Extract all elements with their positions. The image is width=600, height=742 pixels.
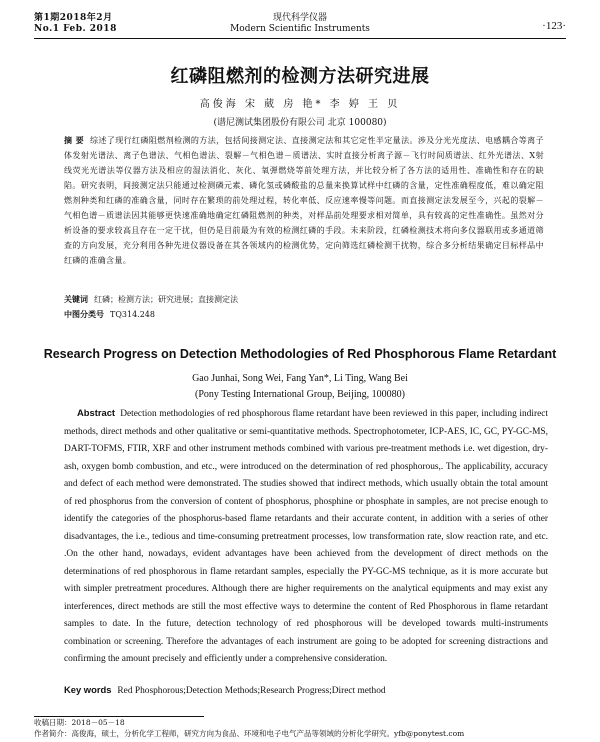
en-keywords-text: Red Phosphorous;Detection Methods;Research Progress;Direct method xyxy=(117,686,386,696)
header-rule xyxy=(34,38,566,39)
cn-abstract-label: 摘 要 xyxy=(64,136,85,145)
en-keywords xyxy=(64,684,548,696)
en-abstract-label: Abstract xyxy=(77,407,116,418)
cn-abstract-text: 综述了现行红磷阻燃剂检测的方法，包括间接测定法、直接测定法和其它定性半定量法。涉及分光光度法、电感耦合等离子体发射光谱法、离子色谱法、气相色谱法、裂解－气相色谱－质谱法、实时直接分析离子源－飞行时间质谱法、红外光谱法、X射线荧光光谱法等仪器方法及相应的湿法消化、灰化、氧弹燃烧等前处理方法，并比较分析了各方法的适用性、准确性和存在的缺陷。研究表明，间接测定法只能通过检测磷元素、磷化氢或磷酸盐的总量来换算试样中红磷的含量，定性准确程度低，难以确定阻燃剂种类和红磷的准确含量，同时存在繁琐的前处理过程，转化率低、反应速率慢等问题。而直接测定法发展至今，兴起的裂解－气相色谱－质谱法因其能够更快速准确地确定红磷阻燃剂的种类，对样品前处理要求相对简单，具有较高的定性准确性。虽然对分析设备的要求较高且存在一定干扰，但仍是目前最为有效的检测红磷的手段。未来阶段，红磷检测技术将向多仪器联用或多通道筛查的方向发展，充分利用各种先进仪器设备在其各领域内的检测优势，定向筛选红磷检测干扰物，综合多分析结果确定目标样品中红磷的准确含量。 xyxy=(64,136,544,265)
cn-keywords-label: 关键词 xyxy=(64,295,88,304)
cn-classification xyxy=(64,309,544,320)
cn-class-label: 中图分类号 xyxy=(64,310,104,319)
journal-en: Modern Scientific Instruments xyxy=(230,24,370,34)
running-header xyxy=(34,13,566,41)
cn-title: 红磷阻燃剂的检测方法研究进展 xyxy=(170,66,430,87)
en-abstract-text: Detection methodologies of red phosphorous flame retardant have been reviewed in this paper, including indirect methods, direct methods and other qualitative or semi-quantitative methods. Spectrophotometer, ICP-AES, IC, GC, PY-GC-MS, DART-TOFMS, FTIR, XRF and other instrument methods combined with various pre-treatment methods i.e. wet digestion, dry-ash, oxygen bomb combustion, and etc., were introduced on the determination of red phosphorous,. The applicability, accuracy and defect of each method were demonstrated. The studies showed that indirect methods, which usually obtain the total amount of red phosphorus from the conversion of content of phosphorus, phosphine or phosphate in samples, are not precise enough to identify the categories of the phosphorus-based flame retardants and their accurate content, in addition with a series of other disadvantages, the i.e., tedious and time-consuming pretreatment processes, low transformation rate, slow reaction rate, and etc. .On the other hand, nowadays, evident advantages have been achieved from the development of direct methods on the determinations of red phosphorous in flame retardant samples, especially the PY-GC-MS technique, as it is more accurate but with simpler pretreatment procedures. Although there are higher requirements on the analytical equipments and may exist any interferences, direct methods are still the most effective ways to determine the content of Red Phosphorous in flame retardant samples to date. In the future, detection technology of red phosphorous will be developed towards multi-instruments combination or screening. Therefore the advantages of each instrument are going to be adopted for screening distractions and confirming the amount precisely and efficiently under a comprehensive consideration. xyxy=(64,409,549,664)
journal-name xyxy=(34,13,566,35)
cn-abstract xyxy=(64,133,544,268)
en-abstract xyxy=(64,404,548,669)
footnote-received: 收稿日期：2018－05－18 xyxy=(34,718,125,727)
footnote-author-info: 作者简介：高俊海，硕士，分析化学工程师，研究方向为食品、环境和电子电气产品等领域的分析化学研究。yfb@ponytest.com xyxy=(34,729,465,738)
footnote-rule xyxy=(34,716,204,717)
page-number: ·123· xyxy=(542,20,566,32)
cn-keywords xyxy=(64,294,544,305)
cn-authors: 高俊海 宋 葳 房 艳* 李 婷 王 贝 xyxy=(199,99,401,110)
issue-cn: 第1期2018年2月 xyxy=(34,13,113,23)
cn-keywords-text: 红磷；检测方法；研究进展；直接测定法 xyxy=(94,295,238,304)
en-keywords-label: Key words xyxy=(64,684,112,695)
en-authors: Gao Junhai, Song Wei, Fang Yan*, Li Ting, Wang Bei xyxy=(192,373,408,384)
cn-class-code: TQ314.248 xyxy=(110,310,155,319)
cn-affiliation: (谱尼测试集团股份有限公司 北京 100080) xyxy=(213,118,387,128)
en-affiliation: (Pony Testing International Group, Beijing, 100080) xyxy=(195,389,405,400)
issue-en: No.1 Feb. 2018 xyxy=(34,24,117,34)
journal-cn: 现代科学仪器 xyxy=(272,13,327,23)
en-title: Research Progress on Detection Methodologies of Red Phosphorous Flame Retardant xyxy=(43,347,557,361)
